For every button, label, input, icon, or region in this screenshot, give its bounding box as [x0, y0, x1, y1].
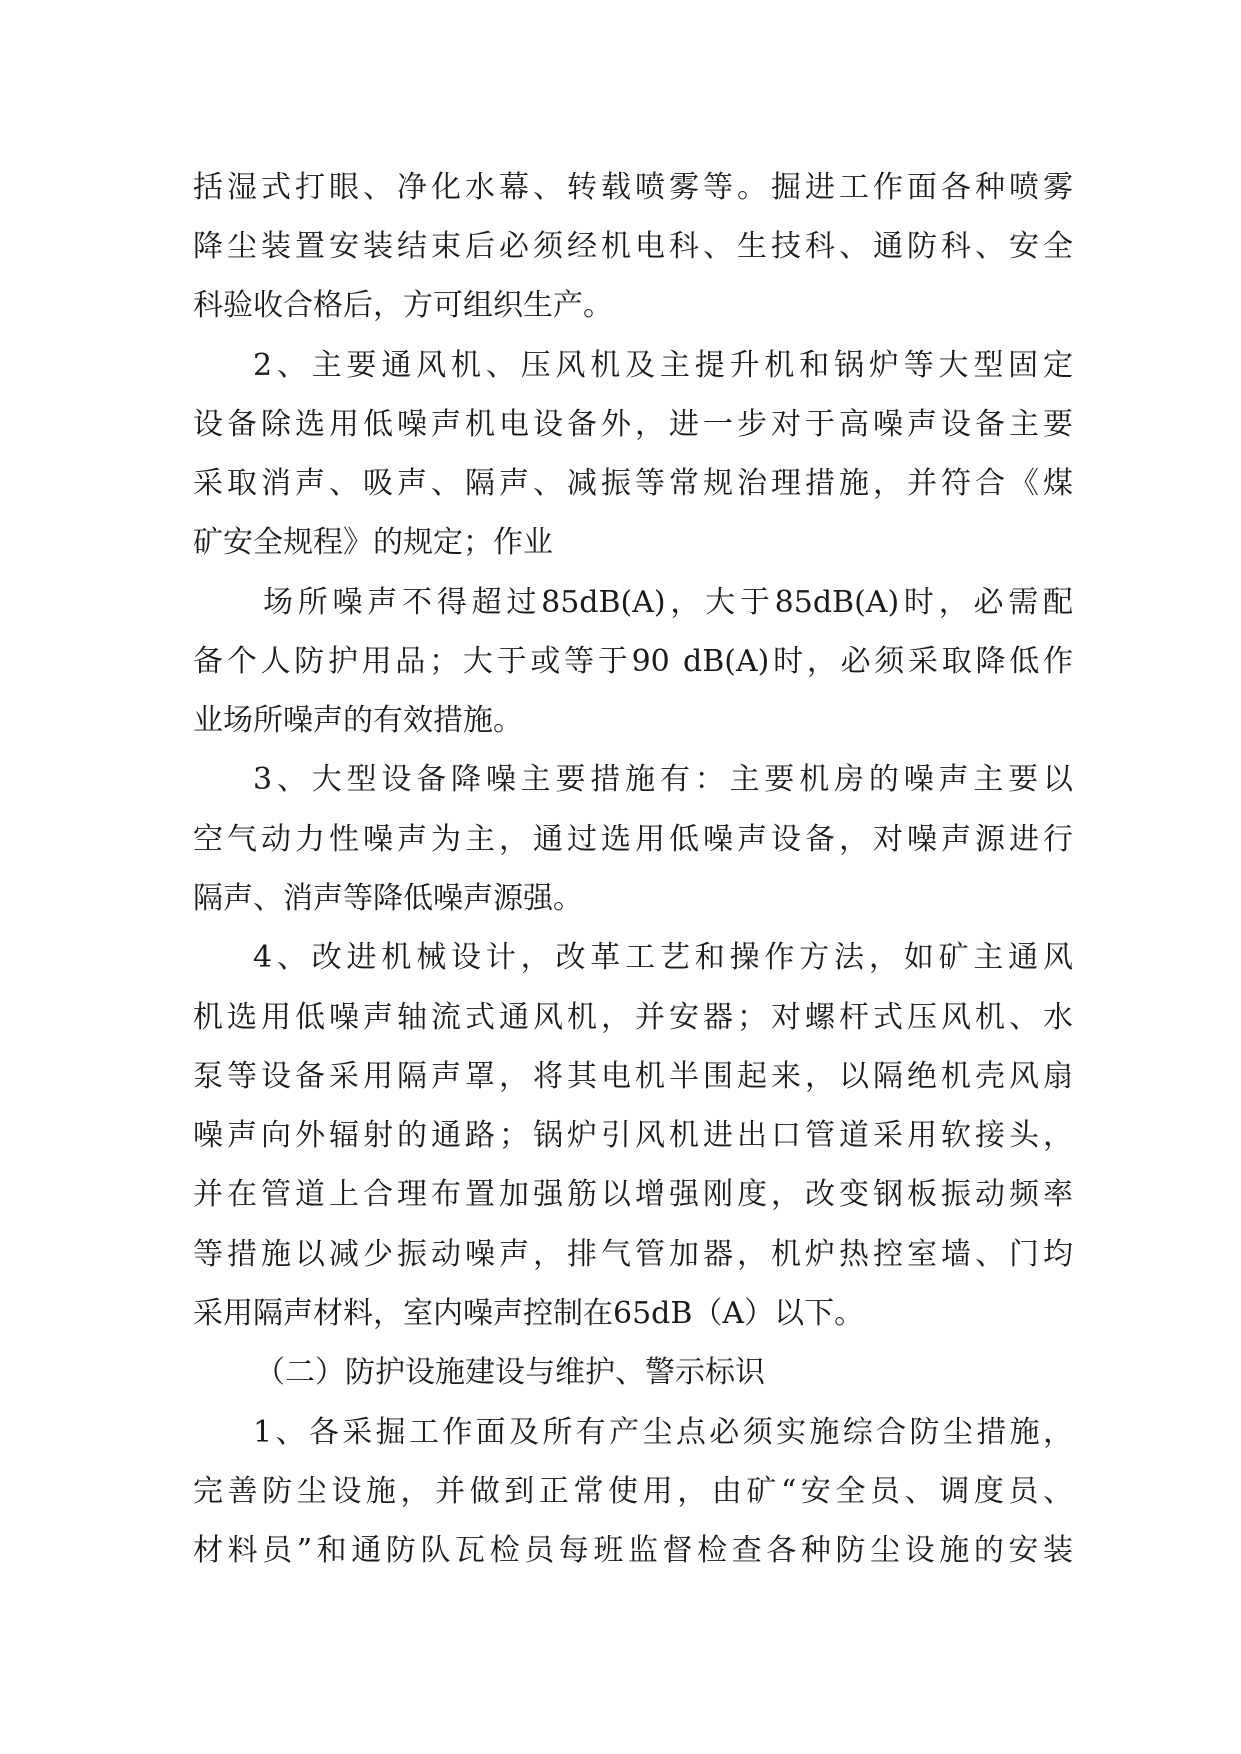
text-line-20: 采用隔声材料，室内噪声控制在65dB（A）以下。 [193, 1296, 865, 1331]
text-line-24: 材料员”和通防队瓦检员每班监督检查各种防尘设施的安装 [193, 1533, 1073, 1568]
text-line-18: 并在管道上合理布置加强筋以增强刚度，改变钢板振动频率 [193, 1177, 1073, 1212]
text-line-12: 空气动力性噪声为主，通过选用低噪声设备，对噪声源进行 [193, 822, 1073, 857]
text-line-17: 噪声向外辐射的通路；锅炉引风机进出口管道采用软接头， [193, 1118, 1073, 1153]
text-line-15: 机选用低噪声轴流式通风机，并安器；对螺杆式压风机、水 [193, 1000, 1073, 1035]
text-line-6: 采取消声、吸声、隔声、减振等常规治理措施，并符合《煤 [193, 466, 1073, 501]
text-line-10: 业场所噪声的有效措施。 [193, 703, 523, 738]
text-line-1: 括湿式打眼、净化水幕、转载喷雾等。掘进工作面各种喷雾 [193, 170, 1073, 205]
text-line-11: 3、大型设备降噪主要措施有：主要机房的噪声主要以 [253, 762, 1073, 797]
text-line-7: 矿安全规程》的规定；作业 [193, 525, 553, 560]
text-line-2: 降尘装置安装结束后必须经机电科、生技科、通防科、安全 [193, 229, 1073, 264]
text-line-16: 泵等设备采用隔声罩，将其电机半围起来，以隔绝机壳风扇 [193, 1059, 1073, 1094]
text-line-23: 完善防尘设施，并做到正常使用，由矿“安全员、调度员、 [193, 1474, 1073, 1509]
text-line-19: 等措施以减少振动噪声，排气管加器，机炉热控室墙、门均 [193, 1237, 1073, 1272]
text-line-5: 设备除选用低噪声机电设备外，进一步对于高噪声设备主要 [193, 407, 1073, 442]
text-line-3: 科验收合格后，方可组织生产。 [193, 288, 613, 323]
text-line-4: 2、主要通风机、压风机及主提升机和锅炉等大型固定 [253, 348, 1073, 383]
text-line-22: 1、各采掘工作面及所有产尘点必须实施综合防尘措施， [253, 1415, 1073, 1450]
text-line-14: 4、改进机械设计，改革工艺和操作方法，如矿主通风 [253, 940, 1073, 975]
text-line-9: 备个人防护用品；大于或等于90 dB(A)时，必须采取降低作 [193, 644, 1073, 679]
text-line-13: 隔声、消声等降低噪声源强。 [193, 881, 583, 916]
text-line-8: 场所噪声不得超过85dB(A)，大于85dB(A)时，必需配 [263, 585, 1073, 620]
section-heading: （二）防护设施建设与维护、警示标识 [255, 1355, 765, 1390]
